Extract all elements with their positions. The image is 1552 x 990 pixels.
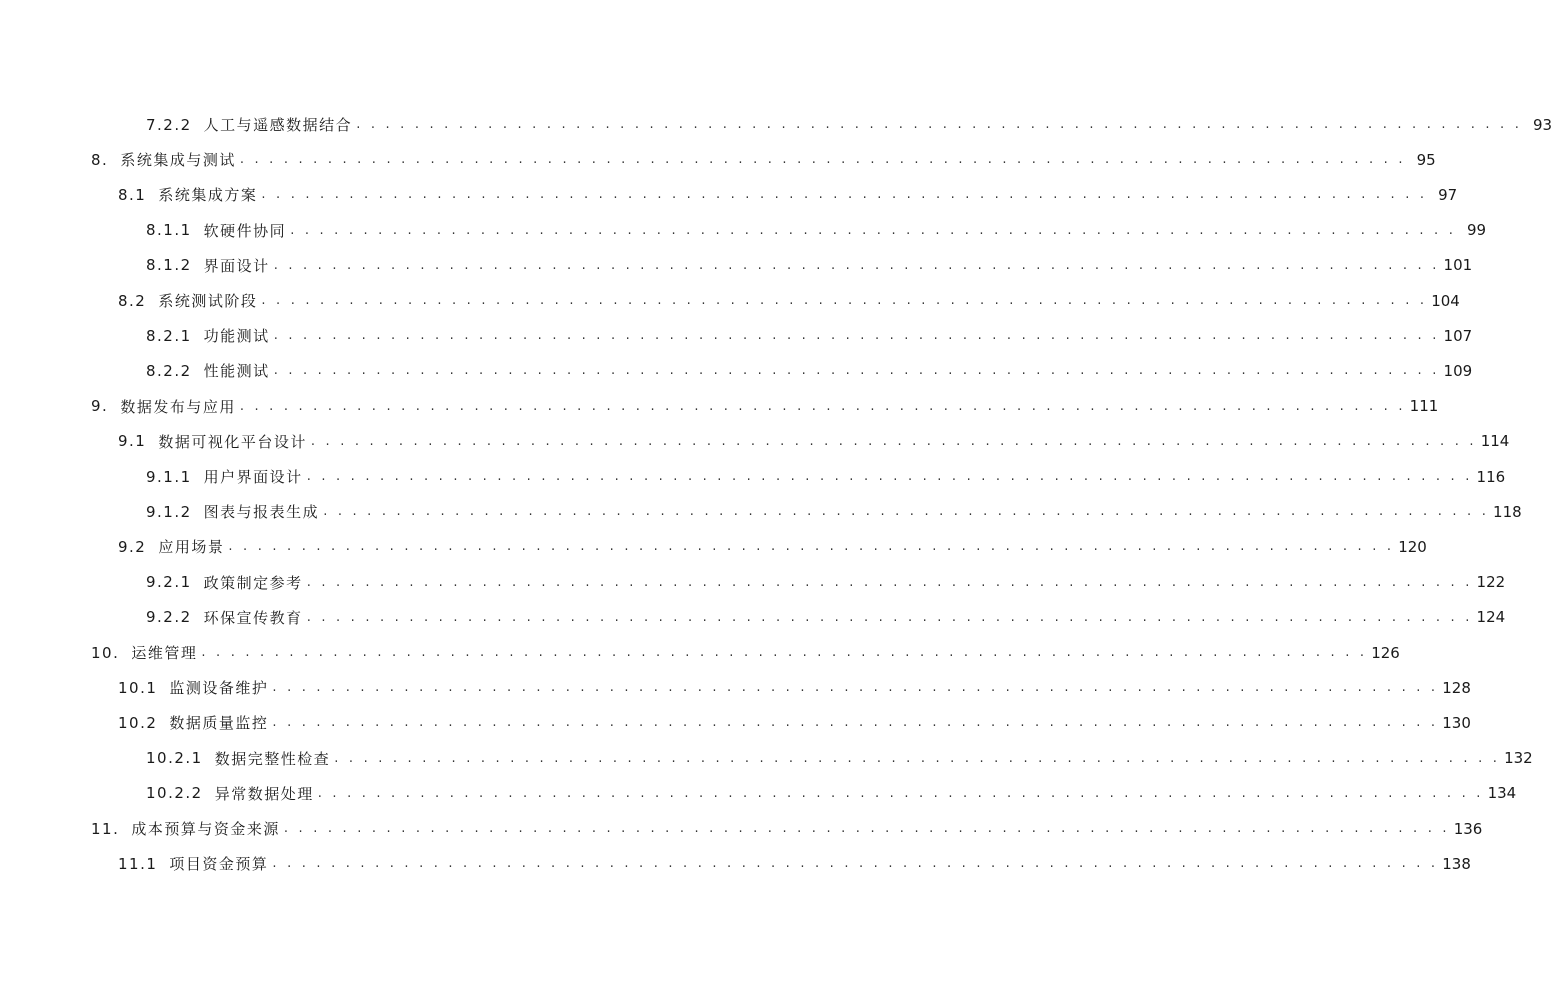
toc-entry-page-number: 126 <box>1371 643 1400 662</box>
toc-entry-page-number: 101 <box>1443 256 1473 275</box>
toc-dot-leader: . . . . . . . . . . . . . . . . . . . . . . . . . . . . . . . . . . . . . . . . . . . . . . . . . . . . . . . . . . . . . . . . . . . . . . . . . . . . . . . . <box>323 504 1490 520</box>
toc-dot-leader: . . . . . . . . . . . . . . . . . . . . . . . . . . . . . . . . . . . . . . . . . . . . . . . . . . . . . . . . . . . . . . . . . . . . . . . . . . . . . . . . <box>261 293 1428 308</box>
toc-entry-number: 9.1.1 <box>146 467 192 486</box>
toc-entry-title: 系统集成与测试 <box>120 151 236 170</box>
toc-entry-number: 8.2.1 <box>146 326 192 345</box>
toc-entry-page-number: 104 <box>1431 291 1460 310</box>
toc-entry-page-number: 99 <box>1466 221 1487 240</box>
toc-dot-leader: . . . . . . . . . . . . . . . . . . . . . . . . . . . . . . . . . . . . . . . . . . . . . . . . . . . . . . . . . . . . . . . . . . . . . . . . . . . . . . . . <box>306 609 1473 625</box>
toc-entry-title: 系统测试阶段 <box>158 292 258 310</box>
toc-entry-page-number: 118 <box>1493 502 1522 521</box>
toc-entry-number: 8.2 <box>118 291 147 310</box>
toc-dot-leader: . . . . . . . . . . . . . . . . . . . . . . . . . . . . . . . . . . . . . . . . . . . . . . . . . . . . . . . . . . . . . . . . . . . . . . . . . . . . . . . . <box>317 785 1484 801</box>
toc-entry-title: 政策制定参考 <box>203 573 303 592</box>
toc-entry-title: 异常数据处理 <box>214 784 314 803</box>
toc-dot-leader: . . . . . . . . . . . . . . . . . . . . . . . . . . . . . . . . . . . . . . . . . . . . . . . . . . . . . . . . . . . . . . . . . . . . . . . . . . . . . . . . <box>273 257 1440 273</box>
toc-entry-title: 界面设计 <box>203 256 270 275</box>
toc-entry-page-number: 114 <box>1480 432 1510 451</box>
toc-entry-title: 数据质量监控 <box>169 714 269 733</box>
toc-entry-title: 图表与报表生成 <box>203 503 320 522</box>
toc-entry-title: 数据可视化平台设计 <box>158 432 307 451</box>
toc-entry-number: 9.1.2 <box>146 502 192 521</box>
toc-dot-leader: . . . . . . . . . . . . . . . . . . . . . . . . . . . . . . . . . . . . . . . . . . . . . . . . . . . . . . . . . . . . . . . . . . . . . . . . . . . . . . . . <box>356 117 1523 132</box>
toc-entry-number: 9. <box>91 397 109 416</box>
toc-entry-page-number: 97 <box>1438 185 1458 204</box>
toc-entry[interactable] <box>91 635 1400 670</box>
toc-entry-number: 10.1 <box>118 678 158 697</box>
toc-entry[interactable] <box>146 213 1487 248</box>
toc-dot-leader: . . . . . . . . . . . . . . . . . . . . . . . . . . . . . . . . . . . . . . . . . . . . . . . . . . . . . . . . . . . . . . . . . . . . . . . . . . . . . . . . <box>272 680 1439 696</box>
toc-entry[interactable] <box>91 811 1483 846</box>
toc-dot-leader: . . . . . . . . . . . . . . . . . . . . . . . . . . . . . . . . . . . . . . . . . . . . . . . . . . . . . . . . . . . . . . . . . . . . . . . . . . . . . . . . <box>273 328 1440 344</box>
toc-dot-leader: . . . . . . . . . . . . . . . . . . . . . . . . . . . . . . . . . . . . . . . . . . . . . . . . . . . . . . . . . . . . . . . . . . . . . . . . . . . . . . . . <box>334 750 1501 766</box>
toc-dot-leader: . . . . . . . . . . . . . . . . . . . . . . . . . . . . . . . . . . . . . . . . . . . . . . . . . . . . . . . . . . . . . . . . . . . . . . . . . . . . . . . . <box>228 539 1395 555</box>
toc-entry-number: 11.1 <box>118 854 158 873</box>
toc-entry-number: 9.2 <box>118 537 147 556</box>
toc-entry[interactable] <box>146 248 1473 283</box>
toc-entry[interactable] <box>146 459 1506 494</box>
toc-dot-leader: . . . . . . . . . . . . . . . . . . . . . . . . . . . . . . . . . . . . . . . . . . . . . . . . . . . . . . . . . . . . . . . . . . . . . . . . . . . . . . . . <box>306 574 1473 590</box>
toc-entry[interactable] <box>118 846 1471 881</box>
toc-dot-leader: . . . . . . . . . . . . . . . . . . . . . . . . . . . . . . . . . . . . . . . . . . . . . . . . . . . . . . . . . . . . . . . . . . . . . . . . . . . . . . . . <box>306 469 1473 484</box>
toc-entry-number: 7.2.2 <box>146 115 192 134</box>
toc-entry-page-number: 120 <box>1398 537 1427 556</box>
toc-entry-page-number: 109 <box>1443 361 1473 380</box>
toc-entry-page-number: 116 <box>1476 467 1506 486</box>
toc-entry-page-number: 93 <box>1532 115 1552 134</box>
toc-dot-leader: . . . . . . . . . . . . . . . . . . . . . . . . . . . . . . . . . . . . . . . . . . . . . . . . . . . . . . . . . . . . . . . . . . . . . . . . . . . . . . . . <box>261 187 1428 203</box>
toc-entry-title: 性能测试 <box>203 362 270 381</box>
toc-entry-page-number: 136 <box>1453 819 1483 838</box>
toc-dot-leader: . . . . . . . . . . . . . . . . . . . . . . . . . . . . . . . . . . . . . . . . . . . . . . . . . . . . . . . . . . . . . . . . . . . . . . . . . . . . . . . . <box>201 645 1368 660</box>
toc-entry[interactable] <box>146 107 1552 142</box>
toc-entry-title: 数据发布与应用 <box>120 397 236 416</box>
toc-entry-number: 8.2.2 <box>146 361 192 380</box>
toc-entry-title: 功能测试 <box>203 327 270 346</box>
toc-entry[interactable] <box>146 741 1533 776</box>
toc-entry-number: 10.2.2 <box>146 784 203 803</box>
toc-entry-title: 成本预算与资金来源 <box>131 820 280 838</box>
toc-entry[interactable] <box>118 177 1458 212</box>
toc-entry-number: 8.1.2 <box>146 256 192 275</box>
toc-dot-leader: . . . . . . . . . . . . . . . . . . . . . . . . . . . . . . . . . . . . . . . . . . . . . . . . . . . . . . . . . . . . . . . . . . . . . . . . . . . . . . . . <box>273 363 1440 379</box>
toc-entry[interactable] <box>91 142 1436 177</box>
toc-entry-title: 数据完整性检查 <box>214 749 331 768</box>
toc-entry-page-number: 138 <box>1442 854 1471 873</box>
toc-entry-page-number: 95 <box>1416 150 1436 169</box>
toc-entry-number: 10. <box>91 643 120 662</box>
toc-dot-leader: . . . . . . . . . . . . . . . . . . . . . . . . . . . . . . . . . . . . . . . . . . . . . . . . . . . . . . . . . . . . . . . . . . . . . . . . . . . . . . . . <box>290 222 1457 238</box>
toc-entry[interactable] <box>118 424 1510 459</box>
toc-entry[interactable] <box>118 529 1427 564</box>
toc-entry-title: 应用场景 <box>158 538 225 557</box>
toc-entry-title: 运维管理 <box>131 644 198 662</box>
toc-entry[interactable] <box>146 494 1522 529</box>
toc-entry-page-number: 111 <box>1409 397 1439 416</box>
toc-entry[interactable] <box>146 565 1506 600</box>
toc-entry-page-number: 122 <box>1476 573 1506 592</box>
toc-entry-title: 人工与遥感数据结合 <box>203 116 353 134</box>
toc-dot-leader: . . . . . . . . . . . . . . . . . . . . . . . . . . . . . . . . . . . . . . . . . . . . . . . . . . . . . . . . . . . . . . . . . . . . . . . . . . . . . . . . <box>272 715 1439 731</box>
toc-entry[interactable] <box>146 600 1506 635</box>
toc-dot-leader: . . . . . . . . . . . . . . . . . . . . . . . . . . . . . . . . . . . . . . . . . . . . . . . . . . . . . . . . . . . . . . . . . . . . . . . . . . . . . . . . <box>239 152 1406 168</box>
toc-entry[interactable] <box>146 776 1517 811</box>
toc-dot-leader: . . . . . . . . . . . . . . . . . . . . . . . . . . . . . . . . . . . . . . . . . . . . . . . . . . . . . . . . . . . . . . . . . . . . . . . . . . . . . . . . <box>272 856 1439 872</box>
toc-dot-leader: . . . . . . . . . . . . . . . . . . . . . . . . . . . . . . . . . . . . . . . . . . . . . . . . . . . . . . . . . . . . . . . . . . . . . . . . . . . . . . . . <box>310 433 1477 449</box>
toc-entry[interactable] <box>146 318 1473 353</box>
toc-entry-number: 11. <box>91 819 120 838</box>
toc-entry-page-number: 130 <box>1442 713 1471 732</box>
toc-entry-page-number: 124 <box>1476 608 1506 627</box>
toc-entry-title: 环保宣传教育 <box>203 608 303 627</box>
toc-entry[interactable] <box>118 283 1460 318</box>
toc-entry-number: 10.2 <box>118 713 158 732</box>
toc-entry-number: 8.1 <box>118 185 147 204</box>
toc-entry-title: 项目资金预算 <box>169 855 269 874</box>
toc-entry-number: 9.2.1 <box>146 573 192 592</box>
toc-dot-leader: . . . . . . . . . . . . . . . . . . . . . . . . . . . . . . . . . . . . . . . . . . . . . . . . . . . . . . . . . . . . . . . . . . . . . . . . . . . . . . . . <box>239 398 1406 414</box>
toc-entry[interactable] <box>146 353 1473 388</box>
toc-entry-page-number: 132 <box>1504 749 1533 768</box>
toc-entry-page-number: 128 <box>1442 678 1471 697</box>
toc-entry-page-number: 134 <box>1487 784 1517 803</box>
toc-entry-title: 软硬件协同 <box>203 221 287 240</box>
toc-entry-number: 8. <box>91 150 109 169</box>
toc-dot-leader: . . . . . . . . . . . . . . . . . . . . . . . . . . . . . . . . . . . . . . . . . . . . . . . . . . . . . . . . . . . . . . . . . . . . . . . . . . . . . . . . <box>283 821 1450 836</box>
toc-entry-title: 用户界面设计 <box>203 468 303 486</box>
toc-entry-number: 9.1 <box>118 432 147 451</box>
toc-entry-page-number: 107 <box>1443 326 1473 345</box>
toc-entry[interactable] <box>91 389 1439 424</box>
toc-entry-number: 8.1.1 <box>146 221 192 240</box>
toc-entry-number: 10.2.1 <box>146 749 203 768</box>
toc-entry-number: 9.2.2 <box>146 608 192 627</box>
toc-entry[interactable] <box>118 670 1471 705</box>
toc-entry[interactable] <box>118 705 1471 740</box>
toc-entry-title: 监测设备维护 <box>169 679 269 698</box>
toc-entry-title: 系统集成方案 <box>158 186 258 205</box>
